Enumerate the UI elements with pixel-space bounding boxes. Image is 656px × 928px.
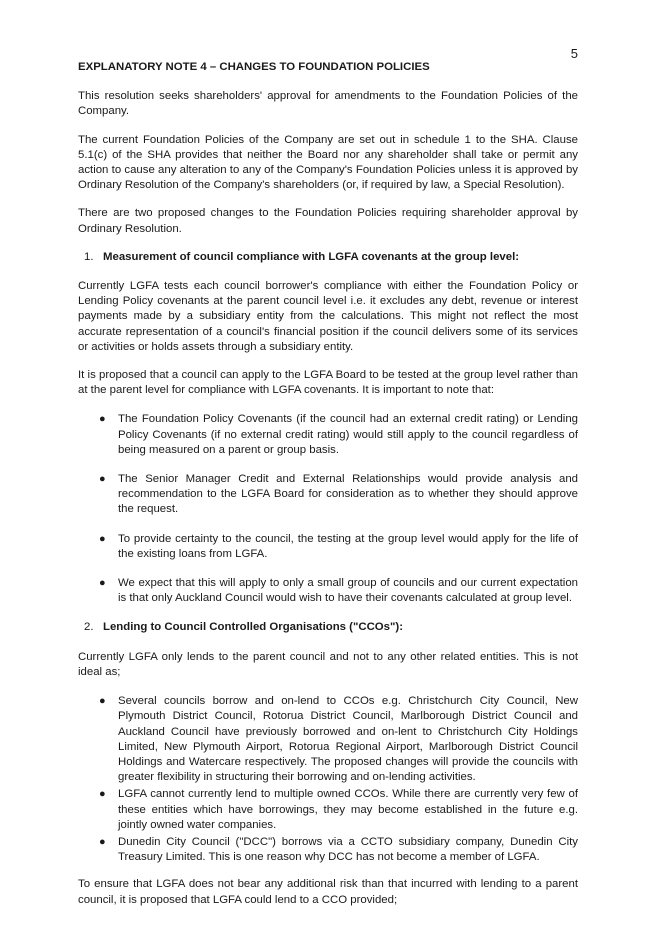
section-1-title: Measurement of council compliance with LGFA covenants at the group level: — [103, 250, 520, 263]
list-item — [78, 472, 578, 518]
section-2-heading — [84, 620, 578, 635]
bullet-icon: ● — [99, 835, 106, 848]
list-item — [78, 835, 578, 865]
note-heading: EXPLANATORY NOTE 4 – CHANGES TO FOUNDATION POLICIES — [78, 61, 430, 73]
list-item-text: The Foundation Policy Covenants (if the council had an external credit rating) or Lending Policy Covenants (if no external credit rating) would still apply to the council regardless of being measured on a parent or group basis. — [118, 413, 578, 456]
intro-paragraph: There are two proposed changes to the Foundation Policies requiring shareholder approval by Ordinary Resolution. — [78, 207, 578, 235]
section-1-paragraph: It is proposed that a council can apply to the LGFA Board to be tested at the group level rather than at the parent level for compliance with LGFA covenants. It is important to note that: — [78, 369, 578, 397]
bullet-icon: ● — [99, 532, 106, 545]
page-content — [78, 60, 578, 921]
section-1-number: 1. — [84, 250, 94, 263]
list-item-text: We expect that this will apply to only a small group of councils and our current expectation is that only Auckland Council would wish to have their covenants calculated at group level. — [118, 577, 578, 605]
list-item — [78, 787, 578, 833]
bullet-icon: ● — [99, 788, 106, 801]
list-item-text: Dunedin City Council ("DCC") borrows via a CCTO subsidiary company, Dunedin City Treasury Limited. This is one reason why DCC has not become a member of LGFA. — [118, 835, 578, 864]
bullet-icon: ● — [99, 413, 106, 426]
bullet-icon: ● — [99, 577, 106, 590]
section-1-heading — [84, 250, 578, 265]
section-2-title: Lending to Council Controlled Organisations ("CCOs"): — [103, 621, 403, 634]
section-2-paragraph: Currently LGFA only lends to the parent council and not to any other related entities. This is not ideal as; — [78, 650, 578, 678]
section-2-closing-paragraph: To ensure that LGFA does not bear any additional risk than that incurred with lending to a parent council, it is proposed that LGFA could lend to a CCO provided; — [78, 878, 578, 906]
intro-paragraph: This resolution seeks shareholders' approval for amendments to the Foundation Policies of the Company. — [78, 90, 578, 118]
list-item — [78, 694, 578, 785]
section-2-bullet-list — [78, 694, 578, 865]
list-item-text: To provide certainty to the council, the testing at the group level would apply for the life of the existing loans from LGFA. — [118, 532, 578, 560]
bullet-icon: ● — [99, 695, 106, 708]
section-1-paragraph: Currently LGFA tests each council borrower's compliance with either the Foundation Policy or Lending Policy covenants at the parent council level i.e. it excludes any debt, revenue or interest payments made by a subsidiary entity from the calculations. This might not reflect the most accurate representation of a council's financial position if the council delivers some of its services or activities or holds assets through a subsidiary entity. — [78, 280, 578, 353]
list-item — [78, 532, 578, 562]
list-item-text: LGFA cannot currently lend to multiple owned CCOs. While there are currently very few of these entities which have borrowings, they may become established in the future e.g. jointly owned water companies. — [118, 788, 578, 831]
list-item-text: Several councils borrow and on-lend to CCOs e.g. Christchurch City Council, New Plymouth District Council, Rotorua District Council, Marlborough District Council and Auckland Council have previously borrowed and on-lent to Christchurch City Holdings Limited, New Plymouth Airport, Rotorua Regional Airport, Marlborough District Council Holdings and Watercare respectively. The proposed changes will provide the councils with greater flexibility in structuring their borrowing and on-lending activities. — [118, 695, 578, 784]
section-2-number: 2. — [84, 621, 94, 634]
list-item — [78, 412, 578, 458]
bullet-icon: ● — [99, 473, 106, 486]
section-1-bullet-list — [78, 412, 578, 606]
intro-paragraph: The current Foundation Policies of the Company are set out in schedule 1 to the SHA. Clause 5.1(c) of the SHA provides that neither the Board nor any shareholder shall take or permit any action to cause any alteration to any of the Company's Foundation Policies unless it is approved by Ordinary Resolution of the Company's shareholders (or, if required by law, a Special Resolution). — [78, 133, 578, 192]
list-item — [78, 576, 578, 606]
page-number: 5 — [570, 46, 578, 61]
list-item-text: The Senior Manager Credit and External Relationships would provide analysis and recommendation to the LGFA Board for consideration as to whether they should approve the request. — [118, 473, 578, 516]
